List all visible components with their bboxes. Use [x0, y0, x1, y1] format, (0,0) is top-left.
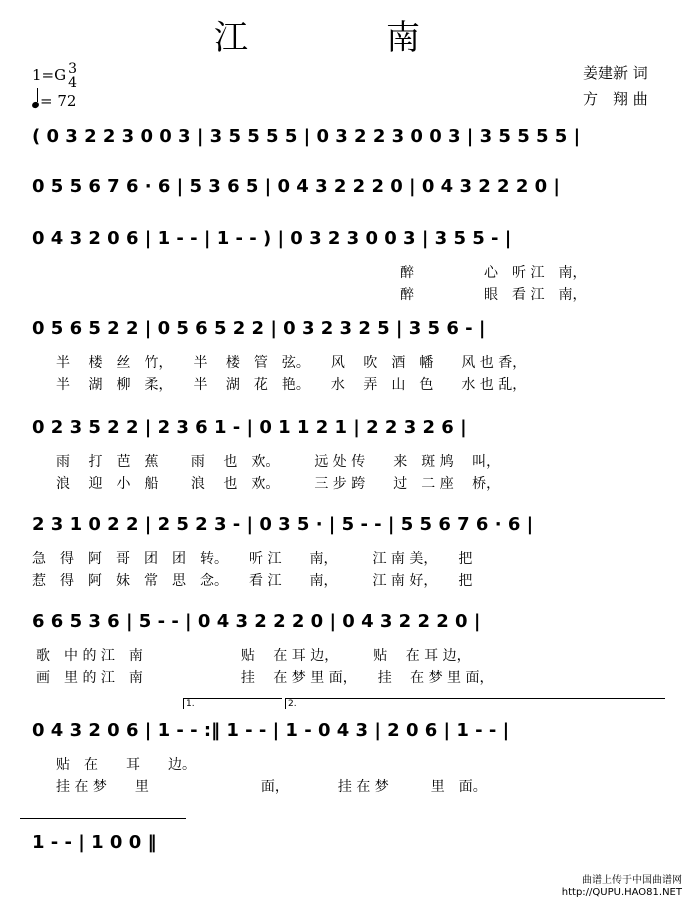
second-ending: 2. — [285, 698, 665, 709]
score-line-5 — [32, 417, 662, 492]
score-line-2 — [32, 176, 662, 206]
key-signature: 1=G 3 4 — [32, 61, 78, 91]
lyrics-verse-2: 浪 迎 小 船 浪 也 欢。 三 步 跨 过 二 座 桥， — [56, 476, 501, 492]
footer-url: http://QUPU.HAO81.NET — [561, 887, 682, 898]
footer-site: 曲谱上传于中国曲谱网 — [582, 875, 682, 886]
lyrics-verse-2: 挂 在 梦 里 面， 挂 在 梦 里 面。 — [56, 779, 487, 795]
lyrics-verse-2: 惹 得 阿 妹 常 思 念。 看 江 南， 江 南 好， 把 — [32, 573, 473, 589]
lyrics-verse-2: 半 湖 柳 柔， 半 湖 花 艳。 水 弄 山 色 水 也 乱， — [56, 377, 527, 393]
tempo-marking: = 72 — [32, 92, 76, 110]
first-ending: 1. — [183, 698, 282, 709]
notation: 6 6 5 3 6 | 5 - - | 0 4 3 2 2 2 0 | 0 4 3 2 2 2 0 | — [32, 611, 481, 632]
notation: 0 4 3 2 0 6 | 1 - - | 1 - - ) | 0 3 2 3 0 0 3 | 3 5 5 - | — [32, 228, 512, 249]
time-signature: 3 4 — [68, 61, 78, 91]
credits — [583, 60, 648, 112]
notation: 0 4 3 2 0 6 | 1 - - :‖ 1 - - | 1 - 0 4 3 | 2 0 6 | 1 - - | — [32, 720, 510, 741]
score-line-7 — [32, 611, 662, 686]
score-line-9 — [32, 832, 662, 862]
lyrics-verse-2: 醉 眼 看 江 南， — [400, 287, 587, 303]
score-line-8 — [32, 720, 662, 795]
staff-line — [20, 818, 186, 819]
lyrics-verse-2: 画 里 的 江 南 挂 在 梦 里 面， 挂 在 梦 里 面， — [36, 670, 494, 686]
score-line-3 — [32, 228, 662, 303]
lyricist: 姜建新 词 — [583, 64, 648, 82]
notation: 1 - - | 1 0 0 ‖ — [32, 832, 157, 853]
lyrics-verse-1: 急 得 阿 哥 团 团 转。 听 江 南， 江 南 美， 把 — [32, 551, 473, 567]
page-title: 江 南 — [214, 18, 472, 58]
score-line-1 — [32, 126, 662, 156]
score-line-4 — [32, 318, 662, 393]
lyrics-verse-1: 贴 在 耳 边。 — [56, 757, 196, 773]
notation: 0 5 6 5 2 2 | 0 5 6 5 2 2 | 0 3 2 3 2 5 | 3 5 6 - | — [32, 318, 486, 339]
notation: 2 3 1 0 2 2 | 2 5 2 3 - | 0 3 5 · | 5 - - | 5 5 6 7 6 · 6 | — [32, 514, 534, 535]
composer: 方 翔 曲 — [583, 90, 648, 108]
lyrics-verse-1: 半 楼 丝 竹， 半 楼 管 弦。 风 吹 酒 幡 风 也 香， — [56, 355, 527, 371]
notation: 0 2 3 5 2 2 | 2 3 6 1 - | 0 1 1 2 1 | 2 2 3 2 6 | — [32, 417, 467, 438]
lyrics-verse-1: 雨 打 芭 蕉 雨 也 欢。 远 处 传 来 斑 鸠 叫， — [56, 454, 501, 470]
notation: ( 0 3 2 2 3 0 0 3 | 3 5 5 5 5 | 0 3 2 2 3 0 0 3 | 3 5 5 5 5 | — [32, 126, 581, 147]
lyrics-verse-1: 歌 中 的 江 南 贴 在 耳 边， 贴 在 耳 边， — [36, 648, 471, 664]
lyrics-verse-1: 醉 心 听 江 南， — [400, 265, 587, 281]
notation: 0 5 5 6 7 6 · 6 | 5 3 6 5 | 0 4 3 2 2 2 0 | 0 4 3 2 2 2 0 | — [32, 176, 560, 197]
score-line-6 — [32, 514, 662, 589]
quarter-note-icon — [31, 101, 40, 109]
